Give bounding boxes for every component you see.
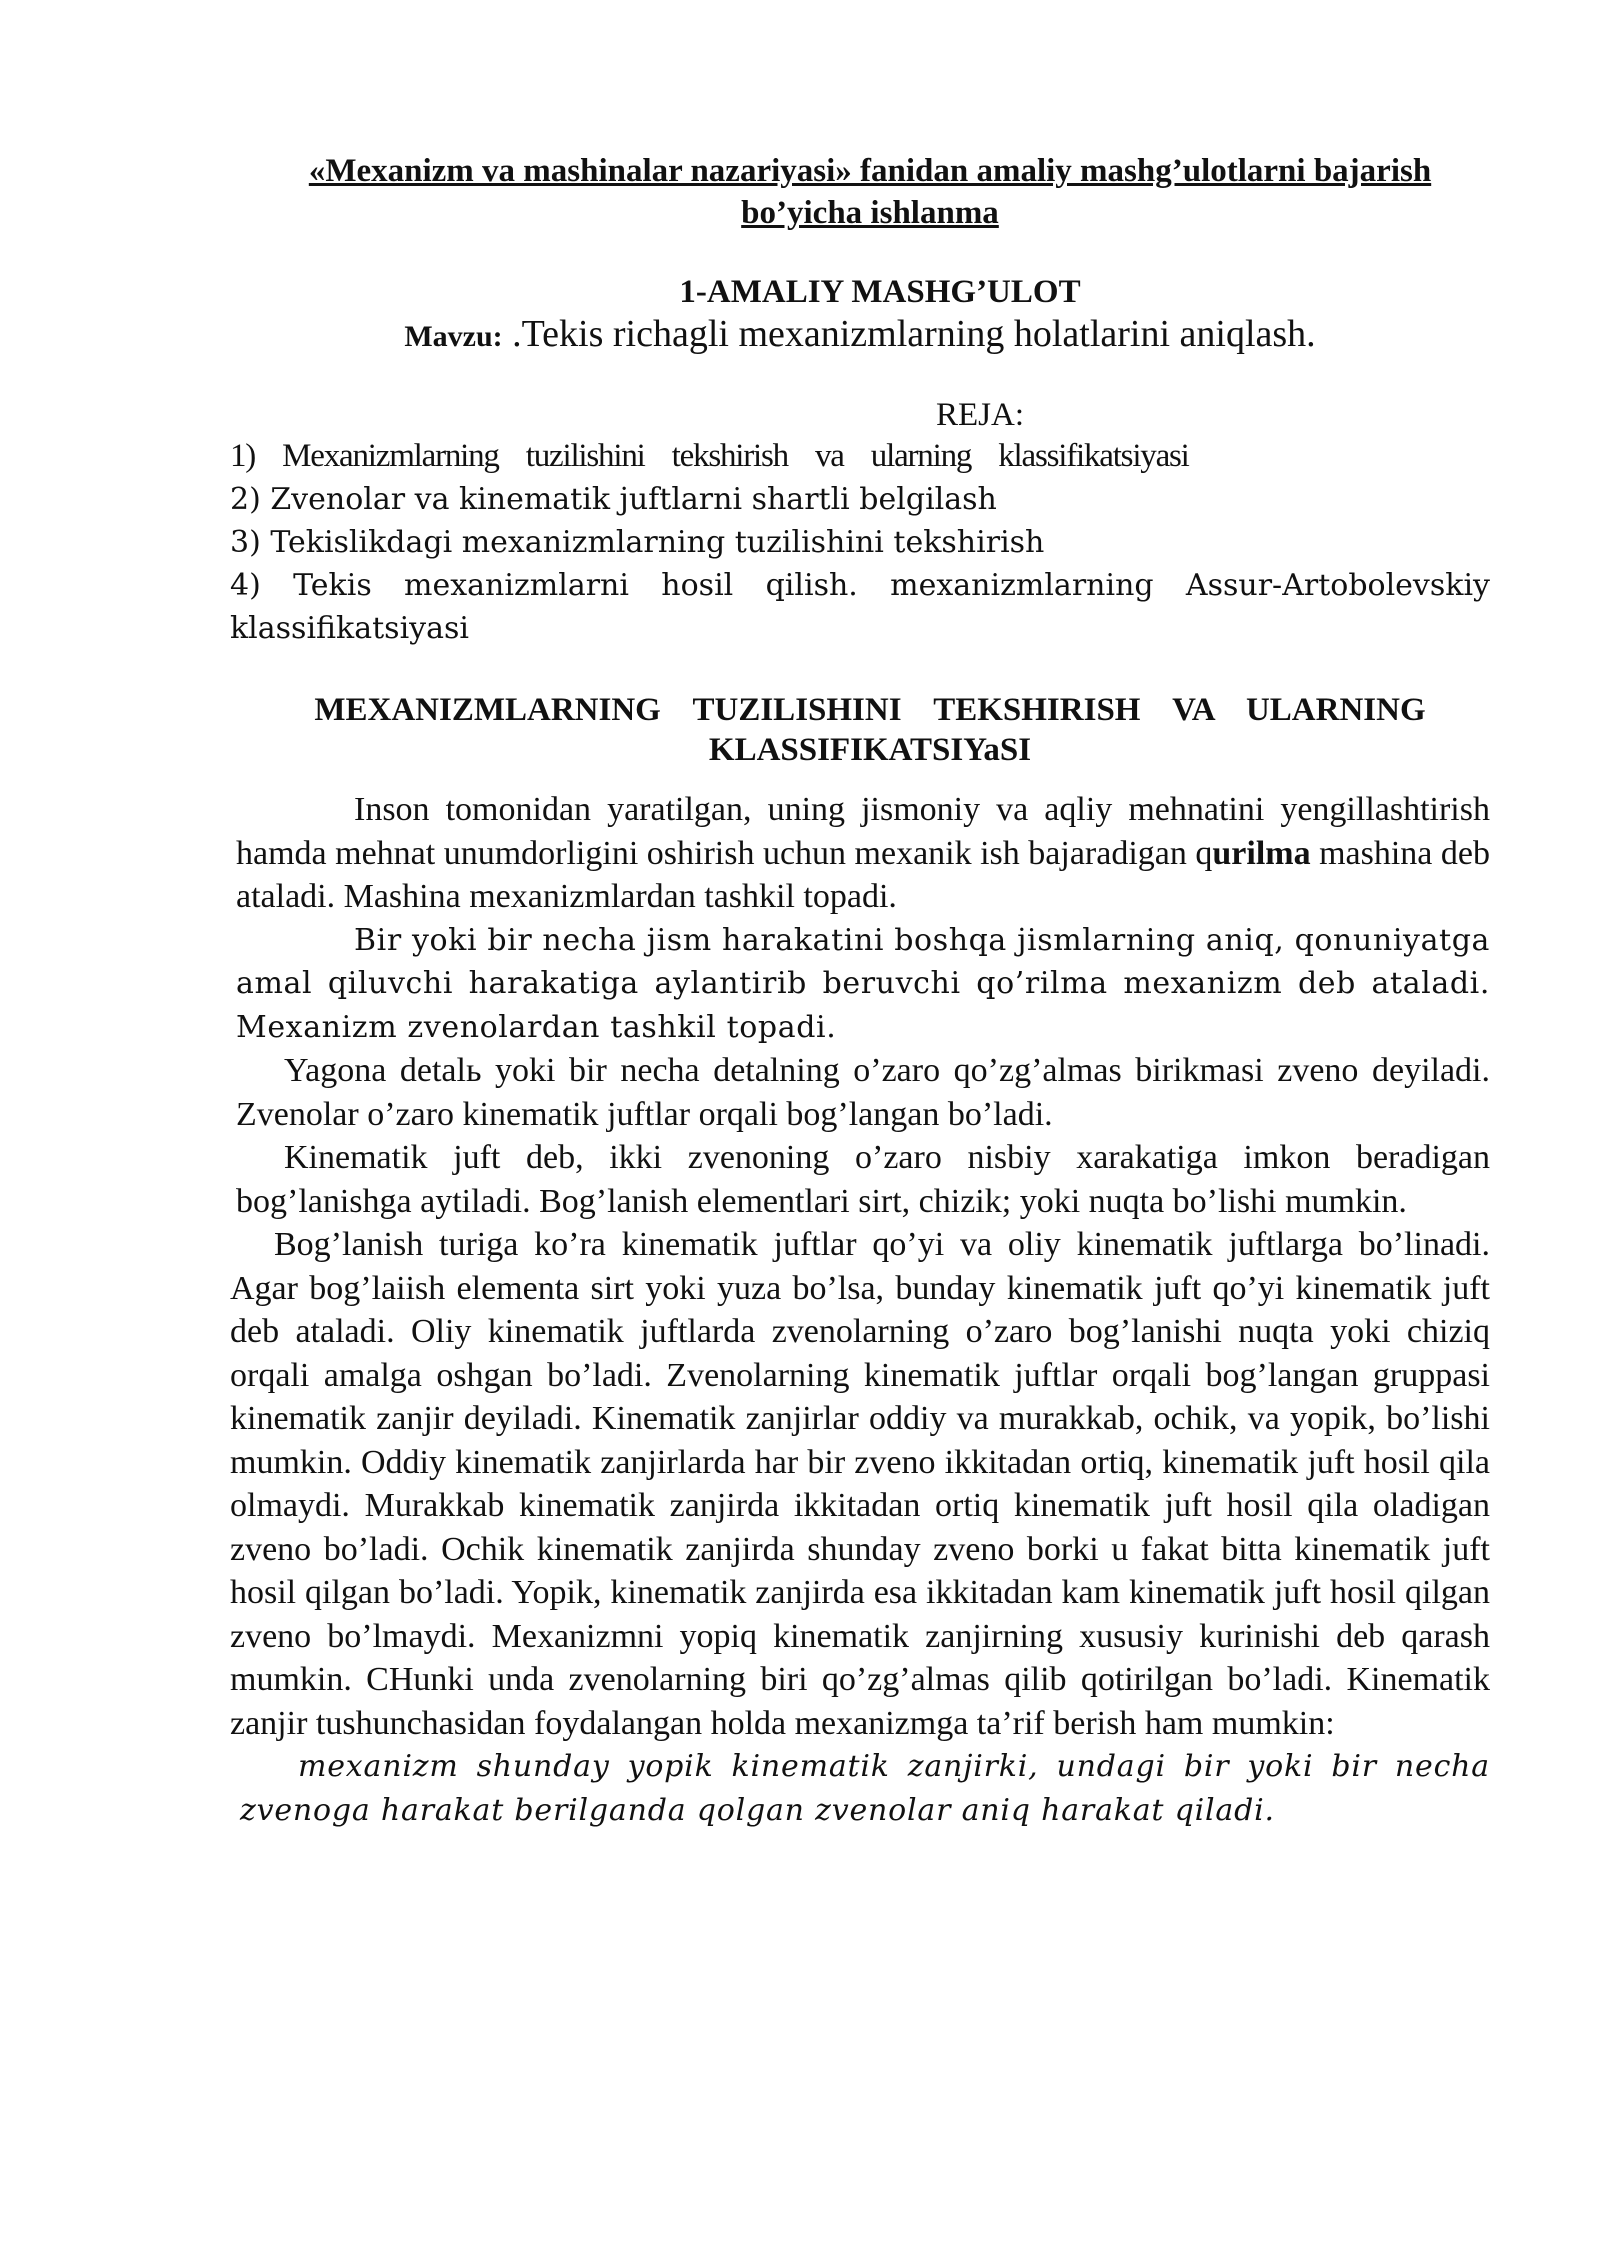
lesson-heading: 1-AMALIY MASHG’ULOT (679, 274, 1081, 310)
plan-item: 4) Tekis mexanizmlarni hosil qilish. mexanizmlarning Assur-Artobolevskiy klassifikatsiyasi (230, 568, 1490, 646)
plan-list (230, 435, 1490, 650)
plan-item: 2) Zvenolar va kinematik juftlarni shartli belgilash (230, 482, 997, 517)
bold-term: urilma (1212, 834, 1311, 872)
plan-item: 1) Mexanizmlarning tuzilishini tekshirish va ularning klassifikatsiyasi (230, 438, 1189, 474)
paragraph-text: mashina deb ataladi. Mashina mexanizmlardan tashkil topadi. (236, 834, 1490, 915)
paragraph-link-definition: Yagona detalь yoki bir necha detalning o’zaro qo’zg’almas birikmasi zveno deyiladi. Zvenolar o’zaro kinematik juftlar orqali bog’langan bo’ladi. (236, 1052, 1490, 1133)
mechanism-definition-italic: mexanizm shunday yopik kinematik zanjirki, undagi bir yoki bir necha zvenoga harakat berilganda qolgan zvenolar aniq harakat qiladi. (240, 1749, 1490, 1828)
paragraph-mechanism-definition: Bir yoki bir necha jism harakatini boshqa jismlarning aniq, qonuniyatga amal qiluvchi harakatiga aylantirib beruvchi qo’rilma mexanizm deb ataladi. Mexanizm zvenolardan tashkil topadi. (236, 922, 1490, 1045)
document-title: «Mexanizm va mashinalar nazariyasi» fanidan amaliy mashg’ulotlarni bajarish bo’yicha ishlanma (308, 153, 1432, 231)
plan-heading: REJA: (935, 397, 1024, 433)
paragraph-text: Inson tomonidan yaratilgan, uning jismoniy va aqliy mehnatini yengillashtirish hamda mehnat unumdorligini oshirish uchun mexanik ish bajaradigan q (236, 791, 1490, 872)
body-text (230, 788, 1490, 1832)
document-page (230, 150, 1490, 1832)
plan-item: 3) Tekislikdagi mexanizmlarning tuzilishini tekshirish (230, 525, 1045, 560)
topic-text: .Tekis richagli mexanizmlarning holatlarini aniqlash. (502, 313, 1316, 355)
paragraph-pair-classification: Bog’lanish turiga ko’ra kinematik juftlar qo’yi va oliy kinematik juftlarga bo’linadi. Agar bog’laiish elementa sirt yoki yuza bo’lsa, bunday kinematik juft qo’yi kinematik juft deb ataladi. Oliy kinematik juftlarda zvenolarning o’zaro bog’lanishi nuqta yoki chiziq orqali amalga oshgan bo’ladi. Zvenolarning kinematik juftlar orqali bog’langan gruppasi kinematik zanjir deyiladi. Kinematik zanjirlar oddiy va murakkab, ochik, va yopik, bo’lishi mumkin. Oddiy kinematik zanjirlarda har bir zveno ikkitadan ortiq, kinematik juft hosil qila olmaydi. Murakkab kinematik zanjirda ikkitadan ortiq kinematik juft hosil qila oladigan zveno bo’ladi. Ochik kinematik zanjirda shunday zveno borki u fakat bitta kinematik juft hosil qilgan bo’ladi. Yopik, kinematik zanjirda esa ikkitadan kam kinematik juft hosil qilgan zveno bo’lmaydi. Mexanizmni yopiq kinematik zanjirning xususiy kurinishi deb qarash mumkin. CHunki unda zvenolarning biri qo’zg’almas qilib qotirilgan bo’ladi. Kinematik zanjir tushunchasidan foydalangan holda mexanizmga ta’rif berish ham mumkin: (230, 1226, 1490, 1742)
section-heading: MEXANIZMLARNING TUZILISHINI TEKSHIRISH VA ULARNING KLASSIFIKATSIYaSI (314, 692, 1426, 768)
topic-line (230, 312, 1490, 359)
paragraph-machine-definition (230, 788, 1490, 919)
topic-label: Mavzu: (404, 320, 503, 353)
paragraph-kinematic-pair: Kinematik juft deb, ikki zvenoning o’zaro nisbiy xarakatiga imkon beradigan bog’lanishga aytiladi. Bog’lanish elementlari sirt, chizik; yoki nuqta bo’lishi mumkin. (236, 1139, 1490, 1220)
